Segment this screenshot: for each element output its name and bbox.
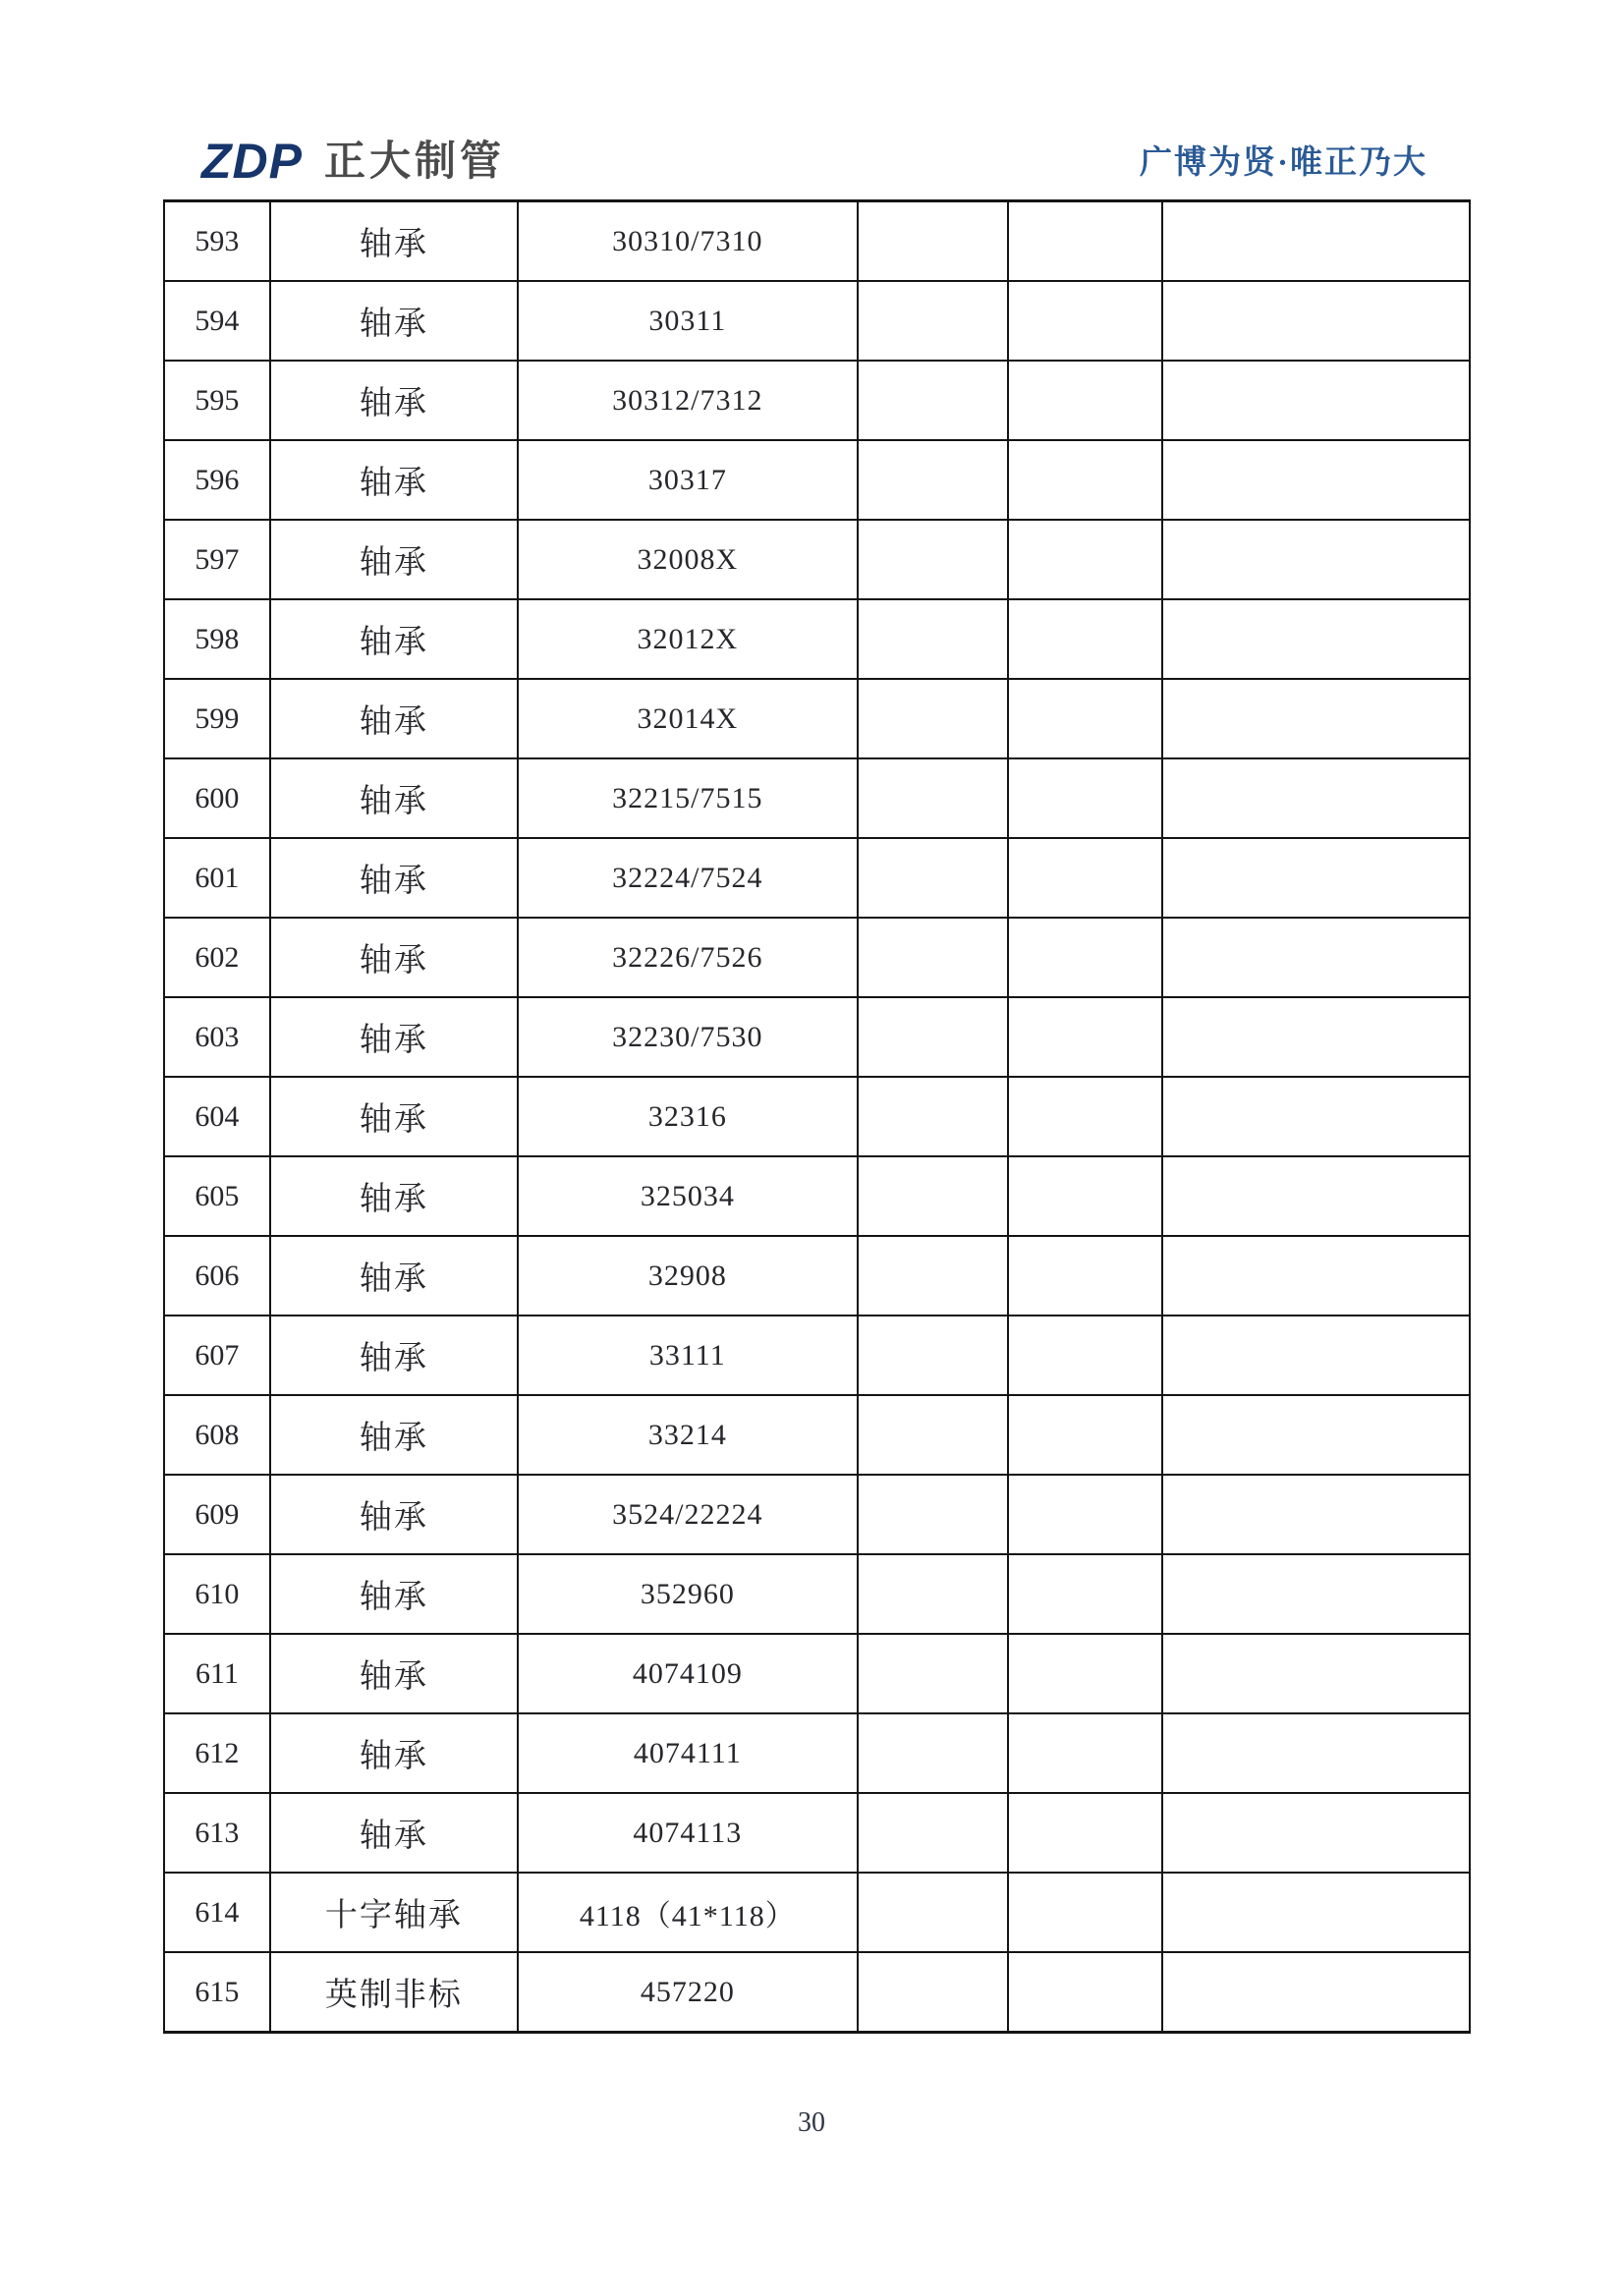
cell-empty-2 xyxy=(1008,1316,1162,1395)
cell-empty-2 xyxy=(1008,997,1162,1077)
cell-item-name: 轴承 xyxy=(270,1554,518,1634)
cell-empty-2 xyxy=(1008,1475,1162,1554)
cell-item-name: 轴承 xyxy=(270,599,518,679)
cell-index: 601 xyxy=(164,838,270,918)
company-slogan: 广博为贤·唯正乃大 xyxy=(1139,145,1427,181)
table-row xyxy=(164,1395,1470,1475)
cell-empty-1 xyxy=(858,758,1009,838)
table-row xyxy=(164,838,1470,918)
cell-empty-3 xyxy=(1162,1156,1470,1236)
cell-empty-1 xyxy=(858,1316,1009,1395)
table-row xyxy=(164,201,1470,282)
cell-index: 596 xyxy=(164,440,270,520)
cell-index: 611 xyxy=(164,1634,270,1713)
table-row xyxy=(164,1873,1470,1952)
table-row xyxy=(164,1475,1470,1554)
cell-index: 597 xyxy=(164,520,270,599)
cell-spec: 32014X xyxy=(518,679,858,758)
cell-spec: 32226/7526 xyxy=(518,918,858,997)
cell-empty-1 xyxy=(858,599,1009,679)
cell-empty-3 xyxy=(1162,1634,1470,1713)
cell-index: 607 xyxy=(164,1316,270,1395)
cell-empty-1 xyxy=(858,201,1009,282)
table-row xyxy=(164,1793,1470,1873)
cell-empty-2 xyxy=(1008,1793,1162,1873)
cell-empty-3 xyxy=(1162,838,1470,918)
cell-empty-1 xyxy=(858,1793,1009,1873)
cell-empty-3 xyxy=(1162,1793,1470,1873)
cell-empty-1 xyxy=(858,1395,1009,1475)
cell-item-name: 轴承 xyxy=(270,679,518,758)
cell-empty-3 xyxy=(1162,997,1470,1077)
table-row xyxy=(164,1634,1470,1713)
table-row xyxy=(164,1316,1470,1395)
table-row xyxy=(164,997,1470,1077)
cell-index: 609 xyxy=(164,1475,270,1554)
table-row xyxy=(164,1713,1470,1793)
cell-item-name: 轴承 xyxy=(270,758,518,838)
cell-empty-1 xyxy=(858,440,1009,520)
cell-spec: 30317 xyxy=(518,440,858,520)
cell-empty-1 xyxy=(858,997,1009,1077)
cell-spec: 352960 xyxy=(518,1554,858,1634)
cell-item-name: 轴承 xyxy=(270,918,518,997)
cell-empty-1 xyxy=(858,1713,1009,1793)
cell-item-name: 轴承 xyxy=(270,1475,518,1554)
cell-index: 614 xyxy=(164,1873,270,1952)
cell-spec: 32012X xyxy=(518,599,858,679)
cell-spec: 30310/7310 xyxy=(518,201,858,282)
cell-index: 605 xyxy=(164,1156,270,1236)
cell-index: 599 xyxy=(164,679,270,758)
cell-empty-3 xyxy=(1162,1395,1470,1475)
cell-empty-3 xyxy=(1162,1236,1470,1316)
cell-item-name: 轴承 xyxy=(270,1236,518,1316)
cell-item-name: 英制非标 xyxy=(270,1952,518,2033)
company-logo xyxy=(201,136,505,187)
table-row xyxy=(164,1554,1470,1634)
cell-index: 606 xyxy=(164,1236,270,1316)
cell-empty-3 xyxy=(1162,758,1470,838)
cell-empty-2 xyxy=(1008,1077,1162,1156)
cell-index: 613 xyxy=(164,1793,270,1873)
cell-index: 612 xyxy=(164,1713,270,1793)
cell-empty-2 xyxy=(1008,520,1162,599)
cell-spec: 32908 xyxy=(518,1236,858,1316)
cell-spec: 33111 xyxy=(518,1316,858,1395)
cell-empty-2 xyxy=(1008,1952,1162,2033)
cell-empty-3 xyxy=(1162,918,1470,997)
cell-empty-3 xyxy=(1162,1077,1470,1156)
cell-item-name: 轴承 xyxy=(270,1395,518,1475)
cell-empty-3 xyxy=(1162,1873,1470,1952)
cell-empty-2 xyxy=(1008,201,1162,282)
cell-empty-1 xyxy=(858,361,1009,440)
cell-empty-2 xyxy=(1008,281,1162,361)
cell-empty-3 xyxy=(1162,281,1470,361)
cell-index: 603 xyxy=(164,997,270,1077)
cell-item-name: 轴承 xyxy=(270,201,518,282)
cell-empty-1 xyxy=(858,1156,1009,1236)
cell-item-name: 轴承 xyxy=(270,1156,518,1236)
cell-empty-1 xyxy=(858,1475,1009,1554)
cell-empty-2 xyxy=(1008,758,1162,838)
cell-item-name: 轴承 xyxy=(270,1634,518,1713)
cell-index: 595 xyxy=(164,361,270,440)
cell-empty-2 xyxy=(1008,440,1162,520)
table-row xyxy=(164,520,1470,599)
table-row xyxy=(164,1156,1470,1236)
cell-index: 604 xyxy=(164,1077,270,1156)
cell-spec: 457220 xyxy=(518,1952,858,2033)
cell-empty-2 xyxy=(1008,679,1162,758)
cell-empty-2 xyxy=(1008,838,1162,918)
cell-spec: 325034 xyxy=(518,1156,858,1236)
cell-empty-2 xyxy=(1008,1156,1162,1236)
parts-table-body xyxy=(164,201,1470,2033)
cell-spec: 32316 xyxy=(518,1077,858,1156)
cell-empty-2 xyxy=(1008,1554,1162,1634)
cell-empty-1 xyxy=(858,1077,1009,1156)
cell-item-name: 轴承 xyxy=(270,838,518,918)
cell-empty-2 xyxy=(1008,1634,1162,1713)
cell-empty-3 xyxy=(1162,1952,1470,2033)
cell-empty-3 xyxy=(1162,520,1470,599)
cell-item-name: 轴承 xyxy=(270,1077,518,1156)
cell-empty-2 xyxy=(1008,1713,1162,1793)
cell-empty-2 xyxy=(1008,599,1162,679)
cell-empty-3 xyxy=(1162,679,1470,758)
cell-index: 600 xyxy=(164,758,270,838)
cell-empty-2 xyxy=(1008,1395,1162,1475)
cell-index: 602 xyxy=(164,918,270,997)
cell-spec: 4074109 xyxy=(518,1634,858,1713)
table-row xyxy=(164,1077,1470,1156)
logo-company-name: 正大制管 xyxy=(324,138,506,184)
cell-empty-1 xyxy=(858,1634,1009,1713)
cell-item-name: 十字轴承 xyxy=(270,1873,518,1952)
cell-index: 610 xyxy=(164,1554,270,1634)
cell-empty-1 xyxy=(858,918,1009,997)
cell-index: 594 xyxy=(164,281,270,361)
table-row xyxy=(164,679,1470,758)
table-row xyxy=(164,281,1470,361)
cell-item-name: 轴承 xyxy=(270,440,518,520)
cell-empty-1 xyxy=(858,1873,1009,1952)
table-row xyxy=(164,758,1470,838)
cell-spec: 3524/22224 xyxy=(518,1475,858,1554)
cell-empty-3 xyxy=(1162,361,1470,440)
cell-item-name: 轴承 xyxy=(270,997,518,1077)
table-row xyxy=(164,599,1470,679)
cell-empty-2 xyxy=(1008,1873,1162,1952)
cell-spec: 4118（41*118） xyxy=(518,1873,858,1952)
parts-table xyxy=(163,199,1471,2034)
cell-item-name: 轴承 xyxy=(270,1793,518,1873)
table-row xyxy=(164,1952,1470,2033)
cell-spec: 32215/7515 xyxy=(518,758,858,838)
cell-empty-3 xyxy=(1162,1554,1470,1634)
logo-zdp-wordmark: ZDP xyxy=(201,134,303,189)
cell-empty-1 xyxy=(858,281,1009,361)
cell-index: 598 xyxy=(164,599,270,679)
cell-empty-1 xyxy=(858,838,1009,918)
cell-spec: 32008X xyxy=(518,520,858,599)
cell-empty-1 xyxy=(858,1952,1009,2033)
cell-item-name: 轴承 xyxy=(270,520,518,599)
cell-empty-3 xyxy=(1162,440,1470,520)
cell-empty-3 xyxy=(1162,599,1470,679)
cell-item-name: 轴承 xyxy=(270,1713,518,1793)
cell-spec: 32224/7524 xyxy=(518,838,858,918)
cell-empty-2 xyxy=(1008,918,1162,997)
cell-index: 608 xyxy=(164,1395,270,1475)
cell-spec: 30311 xyxy=(518,281,858,361)
cell-empty-3 xyxy=(1162,1316,1470,1395)
table-row xyxy=(164,1236,1470,1316)
cell-item-name: 轴承 xyxy=(270,1316,518,1395)
cell-index: 593 xyxy=(164,201,270,282)
cell-spec: 30312/7312 xyxy=(518,361,858,440)
cell-spec: 4074113 xyxy=(518,1793,858,1873)
table-row xyxy=(164,440,1470,520)
cell-empty-3 xyxy=(1162,1475,1470,1554)
cell-empty-3 xyxy=(1162,1713,1470,1793)
cell-empty-1 xyxy=(858,1554,1009,1634)
cell-spec: 4074111 xyxy=(518,1713,858,1793)
cell-empty-2 xyxy=(1008,361,1162,440)
cell-spec: 32230/7530 xyxy=(518,997,858,1077)
table-row xyxy=(164,918,1470,997)
cell-empty-1 xyxy=(858,679,1009,758)
cell-index: 615 xyxy=(164,1952,270,2033)
table-row xyxy=(164,361,1470,440)
cell-empty-3 xyxy=(1162,201,1470,282)
cell-empty-2 xyxy=(1008,1236,1162,1316)
cell-empty-1 xyxy=(858,520,1009,599)
cell-empty-1 xyxy=(858,1236,1009,1316)
cell-item-name: 轴承 xyxy=(270,281,518,361)
cell-spec: 33214 xyxy=(518,1395,858,1475)
cell-item-name: 轴承 xyxy=(270,361,518,440)
page-number: 30 xyxy=(798,2107,825,2138)
